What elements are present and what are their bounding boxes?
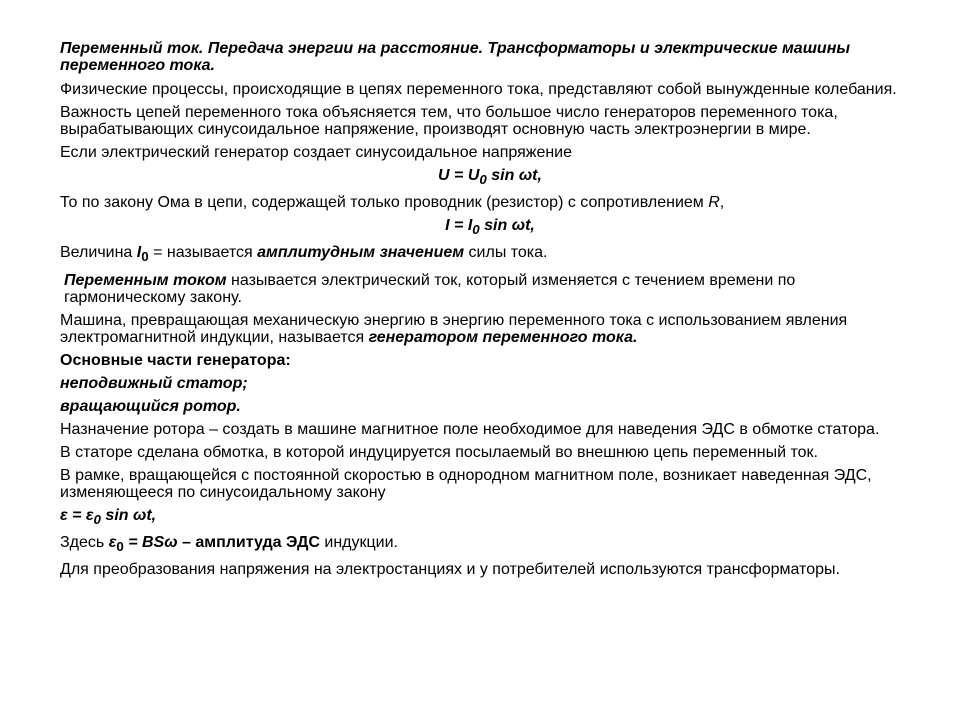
amplitude-eq: = называется bbox=[148, 244, 258, 262]
slide-content bbox=[60, 40, 920, 584]
paragraph-forced-oscillations: Физические процессы, происходящие в цепях переменного тока, представляют собой вынужденные колебания. bbox=[60, 81, 897, 98]
amplitude-term: амплитудным значением bbox=[257, 244, 465, 262]
ac-term: Переменным током bbox=[64, 271, 227, 289]
paragraph-frame-emf: В рамке, вращающейся с постоянной скоростью в однородном магнитном поле, возникает наведенная ЭДС, изменяющееся по синусоидальному закону bbox=[60, 466, 872, 501]
amplitude-post: силы тока. bbox=[464, 244, 548, 262]
paragraph-importance: Важность цепей переменного тока объясняется тем, что большое число генераторов переменного тока, вырабатывающих синусоидальное напряжение, производят основную часть электроэнергии в мире. bbox=[60, 104, 838, 138]
paragraph-rotor-purpose: Назначение ротора – создать в машине магнитное поле необходимое для наведения ЭДС в обмотке статора. bbox=[60, 420, 880, 438]
generator-definition-text: Машина, превращающая механическую энергию в энергию переменного тока с использованием явления электромагнитной индукции, называется bbox=[60, 311, 848, 346]
emf-amplitude-post: индукции. bbox=[319, 533, 398, 551]
emf-amplitude-eq: = BSω bbox=[123, 533, 178, 551]
ac-definition-text: называется электрический ток, который изменяется с течением времени по гармоническому закону. bbox=[64, 271, 796, 306]
paragraph-stator-winding: В статоре сделана обмотка, в которой индуцируется посылаемый во внешнюю цепь переменный ток. bbox=[60, 443, 818, 461]
paragraph-ac-definition bbox=[60, 272, 920, 306]
amplitude-sub: 0 bbox=[141, 249, 149, 265]
paragraph-transformers: Для преобразования напряжения на электростанциях и у потребителей используются трансформаторы. bbox=[60, 560, 840, 578]
formula-current bbox=[60, 217, 920, 238]
paragraph-generator-voltage: Если электрический генератор создает синусоидальное напряжение bbox=[60, 144, 573, 161]
formula-emf bbox=[60, 507, 920, 528]
part-stator: неподвижный статор; bbox=[60, 374, 248, 392]
ohm-law-text: То по закону Ома в цепи, содержащей только проводник (резистор) с сопротивлением bbox=[60, 194, 709, 212]
formula-voltage-sub: 0 bbox=[479, 172, 487, 188]
emf-amplitude-pre: Здесь bbox=[60, 533, 109, 551]
part-rotor: вращающийся ротор. bbox=[60, 397, 241, 415]
emf-amplitude-sub: 0 bbox=[116, 538, 124, 554]
amplitude-var: I bbox=[136, 244, 142, 262]
amplitude-pre: Величина bbox=[60, 244, 137, 262]
emf-amplitude-var: ε bbox=[108, 533, 117, 551]
formula-voltage bbox=[60, 167, 920, 188]
generator-term: генератором переменного тока. bbox=[368, 328, 638, 346]
formula-voltage-lhs: U = U bbox=[438, 167, 480, 184]
emf-amplitude-mid: – амплитуда ЭДС bbox=[177, 533, 320, 551]
formula-emf-rhs: sin ωt, bbox=[100, 506, 157, 524]
formula-current-lhs: I = I bbox=[445, 217, 473, 235]
parts-heading: Основные части генератора: bbox=[60, 351, 291, 369]
formula-emf-lhs: ε = ε bbox=[60, 506, 94, 524]
paragraph-amplitude bbox=[60, 244, 920, 265]
paragraph-emf-amplitude bbox=[60, 534, 920, 555]
paragraph-ohm-law bbox=[60, 194, 920, 211]
ohm-law-end: , bbox=[719, 194, 725, 212]
slide-title: Переменный ток. Передача энергии на расстояние. Трансформаторы и электрические машины переменного тока. bbox=[60, 40, 851, 74]
formula-current-sub: 0 bbox=[472, 222, 480, 238]
paragraph-generator-definition bbox=[60, 312, 920, 346]
formula-current-rhs: sin ωt, bbox=[479, 217, 535, 235]
formula-emf-sub: 0 bbox=[93, 511, 101, 527]
formula-voltage-rhs: sin ωt, bbox=[486, 167, 542, 184]
resistance-var: R bbox=[708, 194, 720, 212]
